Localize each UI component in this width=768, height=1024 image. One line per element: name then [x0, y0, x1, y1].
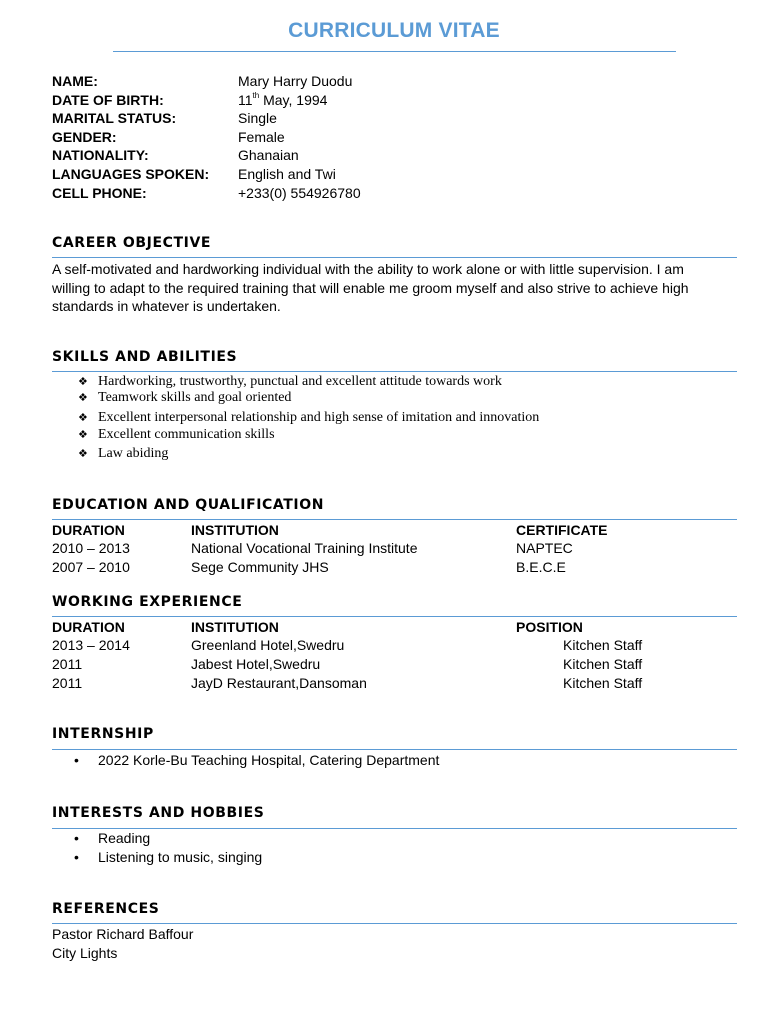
languages-value: English and Twi [238, 166, 336, 182]
cell-phone-value: +233(0) 554926780 [238, 185, 361, 201]
reference-organization: City Lights [52, 945, 118, 961]
education-duration-cell: 2010 – 2013 [52, 540, 130, 556]
diamond-bullet-icon: ❖ [78, 447, 88, 460]
internship-item: • 2022 Korle-Bu Teaching Hospital, Catering Department [74, 752, 440, 768]
nationality-label: NATIONALITY: [52, 147, 149, 163]
work-duration-cell: 2011 [52, 656, 83, 672]
references-divider [52, 923, 737, 924]
skill-item: ❖ Law abiding [78, 446, 169, 461]
bullet-icon: • [74, 849, 79, 865]
dob-value: 11th May, 1994 [238, 91, 328, 108]
education-col-duration: DURATION [52, 522, 125, 538]
work-col-duration: DURATION [52, 619, 125, 635]
bullet-icon: • [74, 752, 79, 768]
education-duration-cell: 2007 – 2010 [52, 559, 130, 575]
work-col-institution: INSTITUTION [191, 619, 279, 635]
education-institution-cell: National Vocational Training Institute [191, 540, 418, 556]
cell-phone-label: CELL PHONE: [52, 185, 147, 201]
education-institution-cell: Sege Community JHS [191, 559, 329, 575]
education-divider [52, 519, 737, 520]
career-objective-line: A self-motivated and hardworking individual with the ability to work alone or with little supervision. I am [52, 261, 684, 277]
diamond-bullet-icon: ❖ [78, 391, 88, 404]
reference-name: Pastor Richard Baffour [52, 926, 194, 942]
interests-heading: INTERESTS AND HOBBIES [52, 805, 265, 821]
bullet-icon: • [74, 830, 79, 846]
name-label: NAME: [52, 73, 98, 89]
career-objective-text [52, 260, 742, 316]
internship-divider [52, 749, 737, 750]
gender-value: Female [238, 129, 285, 145]
skills-divider [52, 371, 737, 372]
nationality-value: Ghanaian [238, 147, 299, 163]
name-value: Mary Harry Duodu [238, 73, 353, 89]
title-divider [113, 51, 676, 52]
career-objective-heading: CAREER OBJECTIVE [52, 235, 212, 251]
diamond-bullet-icon: ❖ [78, 428, 88, 441]
marital-status-value: Single [238, 110, 277, 126]
gender-label: GENDER: [52, 129, 117, 145]
dob-label: DATE OF BIRTH: [52, 92, 164, 108]
interests-divider [52, 828, 737, 829]
work-position-cell: Kitchen Staff [563, 656, 643, 672]
interest-item: • Listening to music, singing [74, 849, 263, 865]
work-position-cell: Kitchen Staff [563, 675, 643, 691]
skill-item: ❖ Teamwork skills and goal oriented [78, 390, 292, 405]
work-institution-cell: JayD Restaurant,Dansoman [191, 675, 367, 691]
interest-item: • Reading [74, 830, 151, 846]
work-divider [52, 616, 737, 617]
education-col-certificate: CERTIFICATE [516, 522, 608, 538]
skills-heading: SKILLS AND ABILITIES [52, 349, 238, 365]
education-certificate-cell: B.E.C.E [516, 559, 566, 575]
skill-item: ❖ Excellent interpersonal relationship and high sense of imitation and innovation [78, 410, 540, 425]
work-col-position: POSITION [516, 619, 583, 635]
internship-heading: INTERNSHIP [52, 726, 154, 742]
work-institution-cell: Jabest Hotel,Swedru [191, 656, 321, 672]
document-title: CURRICULUM VITAE [288, 19, 500, 42]
work-heading: WORKING EXPERIENCE [52, 594, 243, 610]
education-heading: EDUCATION AND QUALIFICATION [52, 497, 325, 513]
career-objective-line: willing to adapt to the required training that will enable me groom myself and also strive to achieve high [52, 279, 689, 296]
work-duration-cell: 2013 – 2014 [52, 637, 130, 653]
work-institution-cell: Greenland Hotel,Swedru [191, 637, 345, 653]
skill-item: ❖ Hardworking, trustworthy, punctual and excellent attitude towards work [78, 374, 502, 389]
skill-item: ❖ Excellent communication skills [78, 427, 275, 442]
education-col-institution: INSTITUTION [191, 522, 279, 538]
education-certificate-cell: NAPTEC [516, 540, 573, 556]
career-objective-line: standards in whatever is undertaken. [52, 298, 281, 314]
marital-status-label: MARITAL STATUS: [52, 110, 177, 126]
languages-label: LANGUAGES SPOKEN: [52, 166, 210, 182]
diamond-bullet-icon: ❖ [78, 375, 88, 388]
references-heading: REFERENCES [52, 901, 160, 917]
career-objective-divider [52, 257, 737, 258]
work-duration-cell: 2011 [52, 675, 83, 691]
work-position-cell: Kitchen Staff [563, 637, 643, 653]
diamond-bullet-icon: ❖ [78, 411, 88, 424]
